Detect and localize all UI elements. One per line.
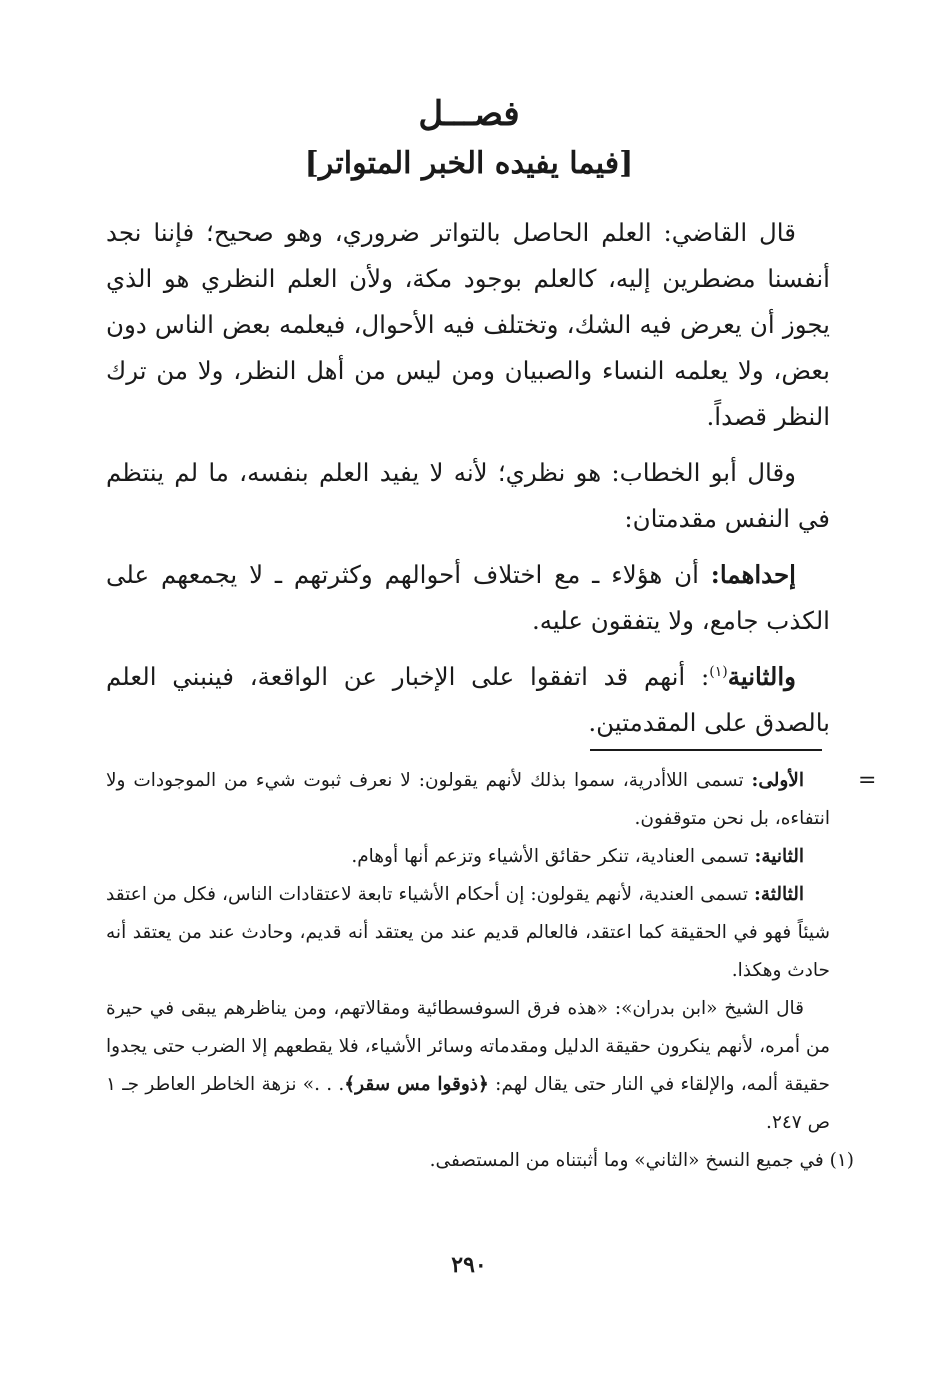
paragraph-lead: إحداهما: bbox=[710, 560, 796, 589]
paragraph-abu-alkhattab bbox=[106, 450, 830, 542]
paragraph-qadi bbox=[106, 210, 830, 440]
paragraph-lead: والثانية bbox=[727, 662, 796, 691]
paragraph-text: وقال أبو الخطاب: هو نظري؛ لأنه لا يفيد العلم بنفسه، ما لم ينتظم في النفس مقدمتان: bbox=[106, 458, 830, 533]
footnote-lead: الثالثة: bbox=[754, 884, 804, 905]
footnote-text: . . .» نزهة الخاطر العاطر جـ ١ ص ٢٤٧. bbox=[106, 1074, 830, 1133]
footnote-text: تسمى العنادية، تنكر حقائق الأشياء وتزعم أنها أوهام. bbox=[351, 846, 755, 867]
paragraph-text: أن هؤلاء ـ مع اختلاف أحوالهم وكثرتهم ـ لا يجمعهم على الكذب جامع، ولا يتفقون عليه. bbox=[106, 560, 830, 635]
page-number: ٢٩٠ bbox=[451, 1252, 487, 1278]
main-text bbox=[106, 210, 830, 756]
footnote-quote-ibn-badran bbox=[106, 990, 830, 1142]
paragraph-text: : أنهم قد اتفقوا على الإخبار عن الواقعة، فينبني العلم بالصدق على المقدمتين. bbox=[106, 662, 830, 737]
footnote-text: تسمى العندية، لأنهم يقولون: إن أحكام الأشياء تابعة لاعتقادات الناس، فكل من اعتقد شيئاً فهو في الحقيقة كما اعتقد، فالعالم قديم عند من يعتقد أنه قديم، وحادث عند من يعتقد أنه حادث وهكذا. bbox=[106, 884, 830, 981]
quran-quote: ﴿ذوقوا مس سقر﴾ bbox=[344, 1074, 489, 1095]
footnote-text: قال الشيخ «ابن بدران»: «هذه فرق السوفسطائية ومقالاتهم، ومن يناظرهم يبقى في حيرة من أمره، لأنهم ينكرون حقيقة الدليل ومقدماته وسائر الأشياء، فلا يقطعهم إلا الضرب حتى يجدوا حقيقة ألمه، والإلقاء في النار حتى يقال لهم: bbox=[106, 998, 830, 1095]
continuation-mark: = bbox=[858, 768, 877, 793]
footnote-text: في جميع النسخ «الثاني» وما أثبتناه من المستصفى. bbox=[429, 1150, 830, 1171]
footnote-one bbox=[106, 1142, 854, 1180]
footnote-separator bbox=[590, 749, 822, 751]
footnote-item bbox=[106, 762, 830, 838]
footnote-lead: الثانية: bbox=[754, 846, 804, 867]
footnote-number: (١) bbox=[829, 1150, 854, 1171]
footnote-lead: الأولى: bbox=[751, 770, 804, 791]
section-subheading: [فيما يفيده الخبر المتواتر] bbox=[304, 146, 634, 181]
footnote-item bbox=[106, 876, 830, 990]
paragraph-text: قال القاضي: العلم الحاصل بالتواتر ضروري، وهو صحيح؛ فإننا نجد أنفسنا مضطرين إليه، كالعلم بوجود مكة، ولأن العلم النظري هو الذي يجوز أن يعرض فيه الشك، وتختلف فيه الأحوال، فيعلمه بعض الناس دون بعض، ولا يعلمه النساء والصبيان ومن ليس من أهل النظر، ولا من ترك النظر قصداً. bbox=[106, 218, 830, 431]
footnote-item bbox=[106, 838, 830, 876]
footnote-reference: (١) bbox=[709, 663, 728, 680]
paragraph-first-premise bbox=[106, 552, 830, 644]
section-heading: فصـــل bbox=[418, 94, 520, 134]
paragraph-second-premise bbox=[106, 654, 830, 746]
footnote-text: تسمى اللاأدرية، سموا بذلك لأنهم يقولون: لا نعرف ثبوت شيء من الموجودات ولا انتفاءه، بل نحن متوقفون. bbox=[106, 770, 830, 829]
footnotes bbox=[106, 762, 854, 1180]
